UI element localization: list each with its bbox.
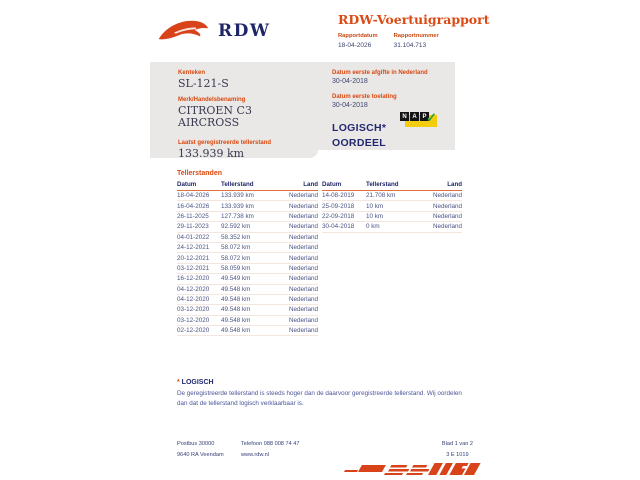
- cell-tellerstand: 133.939 km: [221, 192, 254, 200]
- rdw-stripes-graphic: [344, 461, 494, 479]
- cell-tellerstand: 92.592 km: [221, 223, 251, 231]
- oordeel-line1: LOGISCH*: [332, 122, 387, 134]
- cell-datum: 20-12-2021: [177, 254, 210, 262]
- cell-tellerstand: 21.708 km: [366, 192, 396, 200]
- cell-tellerstand: 58.072 km: [221, 244, 251, 252]
- cell-tellerstand: 49.548 km: [221, 296, 251, 304]
- afgifte-label: Datum eerste afgifte in Nederland: [332, 70, 428, 76]
- table-row: [177, 326, 318, 336]
- tellerstanden-table-right: [322, 181, 462, 233]
- cell-land: Nederland: [288, 212, 318, 220]
- cell-land: Nederland: [288, 327, 318, 335]
- table-row: [177, 212, 318, 222]
- report-date-label: Rapportdatum: [338, 33, 378, 39]
- cell-land: Nederland: [288, 233, 318, 241]
- cell-land: Nederland: [288, 316, 318, 324]
- nap-letter-n: N: [400, 112, 409, 121]
- cell-tellerstand: 49.548 km: [221, 316, 251, 324]
- cell-datum: 18-04-2026: [177, 192, 210, 200]
- footnote-title: [177, 379, 465, 386]
- cell-tellerstand: 133.939 km: [221, 202, 254, 210]
- cell-tellerstand: 58.352 km: [221, 233, 251, 241]
- cell-land: Nederland: [288, 264, 318, 272]
- cell-land: Nederland: [288, 275, 318, 283]
- footer-page-info: [442, 439, 473, 460]
- nap-logo: [400, 111, 440, 128]
- cell-tellerstand: 10 km: [366, 212, 384, 220]
- report-meta: [338, 33, 439, 49]
- cell-tellerstand: 49.548 km: [221, 285, 251, 293]
- cell-land: Nederland: [432, 192, 462, 200]
- cell-datum: 03-12-2020: [177, 306, 210, 314]
- cell-datum: 03-12-2021: [177, 264, 210, 272]
- cell-datum: 24-12-2021: [177, 244, 210, 252]
- footer-page-number: Blad 1 van 2: [441, 441, 473, 447]
- footer-website: www.rdw.nl: [241, 451, 269, 458]
- nap-check-icon: ✓: [426, 110, 437, 125]
- table-row: [177, 285, 318, 295]
- cell-datum: 30-04-2018: [322, 223, 355, 231]
- table-row: [322, 212, 462, 222]
- footnote-title-text: LOGISCH: [181, 379, 214, 386]
- rdw-bird-icon: [156, 14, 210, 48]
- cell-datum: 22-09-2018: [322, 212, 355, 220]
- table-row: [322, 222, 462, 232]
- table-row: [177, 233, 318, 243]
- col-header-datum: Datum: [177, 181, 197, 188]
- footer-address-line1: Postbus 30000: [177, 441, 215, 447]
- cell-datum: 02-12-2020: [177, 327, 210, 335]
- report-number-value: 31.104.713: [393, 42, 427, 49]
- cell-land: Nederland: [432, 202, 462, 210]
- cell-land: Nederland: [432, 223, 462, 231]
- table-row: [177, 201, 318, 211]
- table-row: [177, 274, 318, 284]
- col-header-land: Land: [303, 181, 318, 188]
- cell-land: Nederland: [288, 306, 318, 314]
- table-row: [177, 253, 318, 263]
- table-row: [177, 295, 318, 305]
- cell-land: Nederland: [288, 192, 318, 200]
- nap-letter-a: A: [410, 112, 419, 121]
- cell-datum: 04-12-2020: [177, 285, 210, 293]
- merk-value-line2: AIRCROSS: [178, 116, 240, 130]
- cell-land: Nederland: [288, 254, 318, 262]
- toelating-value: 30-04-2018: [332, 102, 368, 109]
- table-body: [322, 191, 462, 233]
- col-header-land: Land: [447, 181, 462, 188]
- cell-tellerstand: 49.549 km: [221, 275, 251, 283]
- cell-tellerstand: 0 km: [366, 223, 380, 231]
- table-row: [177, 222, 318, 232]
- cell-land: Nederland: [288, 202, 318, 210]
- footnote-asterisk: *: [177, 379, 182, 386]
- table-header: [177, 181, 318, 191]
- cell-datum: 16-04-2026: [177, 202, 210, 210]
- cell-tellerstand: 49.548 km: [221, 327, 251, 335]
- table-row: [177, 243, 318, 253]
- table-header: [322, 181, 462, 191]
- footnote: [177, 379, 465, 409]
- kenteken-label: Kenteken: [178, 70, 206, 76]
- cell-datum: 03-12-2020: [177, 316, 210, 324]
- kenteken-value: SL-121-S: [178, 77, 229, 90]
- table-row: [177, 305, 318, 315]
- tellerstand-label: Laatst geregistreerde tellerstand: [178, 139, 272, 146]
- table-row: [322, 201, 462, 211]
- footer-contact: [241, 439, 299, 460]
- footer-address-line2: 9640 RA Veendam: [177, 451, 224, 458]
- cell-land: Nederland: [288, 296, 318, 304]
- col-header-tellerstand: Tellerstand: [366, 181, 399, 188]
- merk-value-line1: CITROEN C3: [178, 103, 252, 117]
- cell-tellerstand: 10 km: [366, 202, 384, 210]
- cell-datum: 25-09-2018: [322, 202, 355, 210]
- table-body: [177, 191, 318, 336]
- toelating-label: Datum eerste toelating: [332, 94, 397, 100]
- nap-letter-p: P: [420, 112, 429, 121]
- tables-title: Tellerstanden: [177, 170, 222, 177]
- cell-land: Nederland: [432, 212, 462, 220]
- table-row: [177, 316, 318, 326]
- logo-wordmark: RDW: [218, 21, 271, 41]
- cell-datum: 14-08-2019: [322, 192, 355, 200]
- table-row: [177, 191, 318, 201]
- footnote-body: De geregistreerde tellerstand is steeds hoger dan de daarvoor geregistreerde tellerstand. Wij oordelen dan dat de tellerstand logisch verklaarbaar is.: [177, 390, 462, 407]
- footer-form-code: 3 E 1019: [446, 451, 469, 458]
- cell-land: Nederland: [288, 244, 318, 252]
- footer-phone: Telefoon 088 008 74 47: [241, 441, 300, 447]
- cell-land: Nederland: [288, 285, 318, 293]
- cell-datum: 04-01-2022: [177, 233, 210, 241]
- cell-tellerstand: 127.738 km: [221, 212, 254, 220]
- page-title: RDW-Voertuigrapport: [338, 12, 490, 27]
- cell-datum: 04-12-2020: [177, 296, 210, 304]
- cell-tellerstand: 58.072 km: [221, 254, 251, 262]
- cell-tellerstand: 49.548 km: [221, 306, 251, 314]
- tellerstand-value: 133.939 km: [178, 146, 245, 160]
- rdw-logo: [156, 14, 270, 48]
- merk-label: Merk/Handelsbenaming: [178, 96, 246, 103]
- tellerstanden-table-left: [177, 181, 318, 336]
- cell-datum: 29-11-2023: [177, 223, 209, 231]
- table-row: [177, 264, 318, 274]
- footer-address: [177, 439, 224, 460]
- col-header-tellerstand: Tellerstand: [221, 181, 254, 188]
- table-row: [322, 191, 462, 201]
- col-header-datum: Datum: [322, 181, 342, 188]
- oordeel-line2: OORDEEL: [332, 137, 387, 150]
- cell-datum: 26-11-2025: [177, 212, 209, 220]
- cell-datum: 16-12-2020: [177, 275, 210, 283]
- report-date-value: 18-04-2026: [338, 42, 372, 49]
- cell-tellerstand: 58.059 km: [221, 264, 251, 272]
- afgifte-value: 30-04-2018: [332, 78, 368, 85]
- summary-left-column: [178, 70, 318, 161]
- report-number-block: [394, 33, 439, 49]
- report-date-block: [338, 33, 378, 49]
- report-number-label: Rapportnummer: [393, 33, 439, 39]
- cell-land: Nederland: [288, 223, 318, 231]
